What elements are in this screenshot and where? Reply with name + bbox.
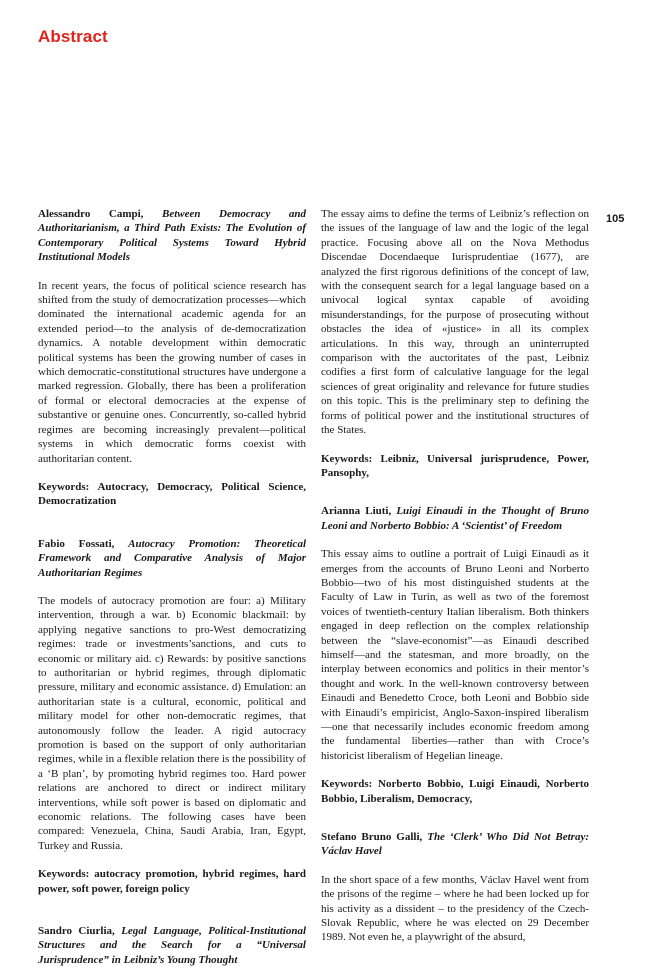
galli-title: The ‘Clerk’ Who Did Not Betray: Václav Havel (321, 831, 590, 858)
galli-author: Stefano Bruno Galli, (321, 831, 423, 844)
campi-author: Alessandro Campi, (38, 208, 144, 220)
fossati-author: Fabio Fossati, (38, 537, 115, 550)
campi-entry-title (38, 207, 306, 265)
ciurlia-abstract: The essay aims to define the terms of Leibniz’s reflection on the issues of the language of law and the logic of the legal practice. Focusing above all on the Nova Methodus Discendae Docendaeque Iurisprudentiae (1677), are analyzed the first rigorous definitions of the concept of law, with the consequent search for a legal language based on a univocal logical syntax capable of avoiding misunderstandings, for the purpose of prosecuting without obstacles the idea of «justice» in all its complex articulations. In this way, through an uninterrupted comparison with the auctoritates of the past, Leibniz codifies a first form of calculative language for the legal sciences of great originality and relevance for future studies on this topic. This is the preliminary step to defining the forms of political power and the institutional structures of the States. (321, 208, 589, 437)
liuti-keywords: Keywords: Norberto Bobbio, Luigi Einaudi, Norberto Bobbio, Liberalism, Democracy, (321, 778, 589, 805)
liuti-entry-title (321, 504, 589, 533)
liuti-author: Arianna Liuti, (321, 505, 392, 518)
page-number: 105 (606, 213, 625, 225)
campi-keywords: Keywords: Autocracy, Democracy, Political Science, Democratization (38, 480, 306, 508)
ciurlia-title: Legal Language, Political-Institutional Structures and the Search for a “Universal Jurisprudence” in Leibniz’s Young Thought (38, 925, 307, 966)
fossati-abstract: The models of autocracy promotion are four: a) Military intervention, through a war. b) Economic blackmail: by applying negative sanctions to pro-West democratizing regimes: trade or investments’sanctions, and cuts to economic or military aid. c) Rewards: by positive sanctions to authoritarian or hybrid regimes, through diplomatic pressure, military and economic assistance. d) Emulation: an authoritarian state is a cultural, economic, political and military model for other non-democratic regimes, that autonomously follow the leader. A rigid autocracy promotion is based on the support of only authoritarian regimes, while in a flexible relation there is the possibility of a ‘B plan’, by promoting hybrid regimes too. Hard power relations are anchored to direct or indirect military interventions, while soft power is based on diplomatic and economic relations. The following cases have been compared: Venezuela, China, Saudi Arabia, Iran, Egypt, Turkey and Russia. (38, 594, 306, 852)
page-heading: Abstract (38, 27, 108, 46)
campi-title: Between Democracy and Authoritarianism, a Third Path Exists: The Evolution of Contemporary Political Systems Toward Hybrid Institutional Models (38, 208, 306, 264)
liuti-abstract: This essay aims to outline a portrait of Luigi Einaudi as it emerges from the accounts of Bruno Leoni and Norberto Bobbio—two of his most distinguished students at the Faculty of Law in Turin, as well as two of the foremost voices of twentieth-century Italian liberalism. Both thinkers engaged in deep reflection on the complex relationship between the “slave-economist”—as Einaudi described himself—and the statesman, and more broadly, on the interplay between economics and politics in their mentor’s thought and work. In the well-known controversy between Einaudi and Benedetto Croce, both Leoni and Bobbio side with Einaudi’s empiricist, Anglo-Saxon-inspired liberalism—one that necessarily includes economic freedom among the fundamental liberties—rather than with Croce’s historicist liberalism of Hegelian lineage. (321, 548, 589, 762)
ciurlia-entry-title (38, 924, 306, 967)
liuti-title: Luigi Einaudi in the Thought of Bruno Leoni and Norberto Bobbio: A ‘Scientist’ of Freedom (321, 505, 589, 532)
campi-abstract: In recent years, the focus of political science research has shifted from the study of democratization processes—which dominated the international academic agenda for an extended period—to the analysis of de-democratization dynamics. A notable development within democratic political systems has been the growing number of cases in which democratic-constitutional structures have undergone a marked regression. Globally, there has been a proliferation of formal or electoral democracies at the expense of substantive or genuine ones. Concurrently, so-called hybrid regimes are becoming increasingly prevalent—political systems in which democratic forms coexist with authoritarian content. (38, 279, 306, 465)
ciurlia-keywords: Keywords: Leibniz, Universal jurisprudence, Power, Pansophy, (321, 452, 589, 479)
ciurlia-author: Sandro Ciurlia, (38, 925, 115, 938)
right-column (321, 207, 589, 945)
left-column (38, 207, 306, 967)
fossati-keywords: Keywords: autocracy promotion, hybrid regimes, hard power, soft power, foreign policy (38, 868, 306, 895)
fossati-entry-title (38, 537, 306, 580)
galli-abstract: In the short space of a few months, Václav Havel went from the prisons of the regime – where he had been locked up for his activity as a dissident – to the presidency of the Czech-Slovak Republic, where he was elected on 29 December 1989. Not even he, a playwright of the absurd, (321, 873, 589, 944)
galli-entry-title (321, 830, 589, 859)
fossati-title: Autocracy Promotion: Theoretical Framework and Comparative Analysis of Major Authoritarian Regimes (38, 537, 307, 579)
